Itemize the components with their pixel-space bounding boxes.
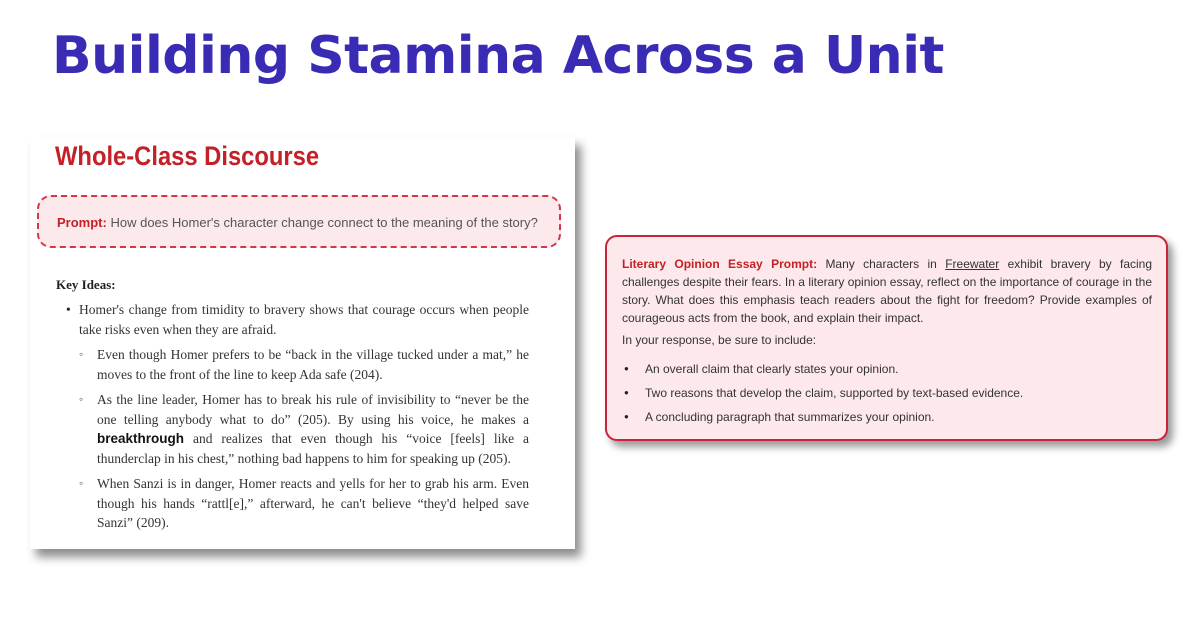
discussion-prompt [57,215,538,230]
essay-prompt-text: exhibit bravery by facing challenges despite their fears. In a literary opinion essay, reflect on the importance of courage in the story. What does this emphasis teach readers about the fight for freedom? Provide examples of courageous acts from the book, and explain their impact. [622,257,1153,325]
essay-prompt-label: Literary Opinion Essay Prompt: [622,257,818,271]
prompt-label: Prompt: [57,215,107,230]
highlighted-word: breakthrough [97,431,185,446]
essay-requirements-list [622,361,1023,433]
discourse-heading: Whole-Class Discourse [55,141,320,171]
book-title: Freewater [945,257,1000,271]
sub-idea-text: and realizes that even though his “voice [feels] like a thunderclap in his chest,” nothing bad happens to him for speaking up (205). [97,431,529,466]
sub-idea: ◦ When Sanzi is in danger, Homer reacts and yells for her to grab his arm. Even though his hands “rattl[e],” afterward, he can't believe “they'd helped save Sanzi” (209). [66,474,529,533]
sub-idea: ◦ Even though Homer prefers to be “back in the village tucked under a mat,” he moves to the front of the line to keep Ada safe (204). [66,345,529,384]
essay-prompt-text: Many characters in [825,257,937,271]
sub-idea-text: As the line leader, Homer has to break his rule of invisibility to “never be the one telling anybody what to do” (205). By using his voice, he makes a [97,392,529,427]
requirement-item: ● A concluding paragraph that summarizes your opinion. [622,409,1023,425]
page-title: Building Stamina Across a Unit [52,26,944,86]
essay-instructions: In your response, be sure to include: [622,333,817,347]
discussion-prompt-box [37,195,561,248]
essay-prompt [622,255,1152,327]
discourse-card [30,137,575,549]
key-ideas-heading: Key Ideas: [56,277,116,292]
requirement-item: ● An overall claim that clearly states your opinion. [622,361,1023,377]
key-ideas-list [66,300,529,539]
essay-prompt-card [605,235,1168,441]
prompt-question: How does Homer's character change connect to the meaning of the story? [110,215,538,230]
main-idea: • Homer's change from timidity to bravery shows that courage occurs when people take risks even when they are afraid. [66,300,529,339]
sub-idea [66,390,529,468]
requirement-item: ● Two reasons that develop the claim, supported by text-based evidence. [622,385,1023,401]
